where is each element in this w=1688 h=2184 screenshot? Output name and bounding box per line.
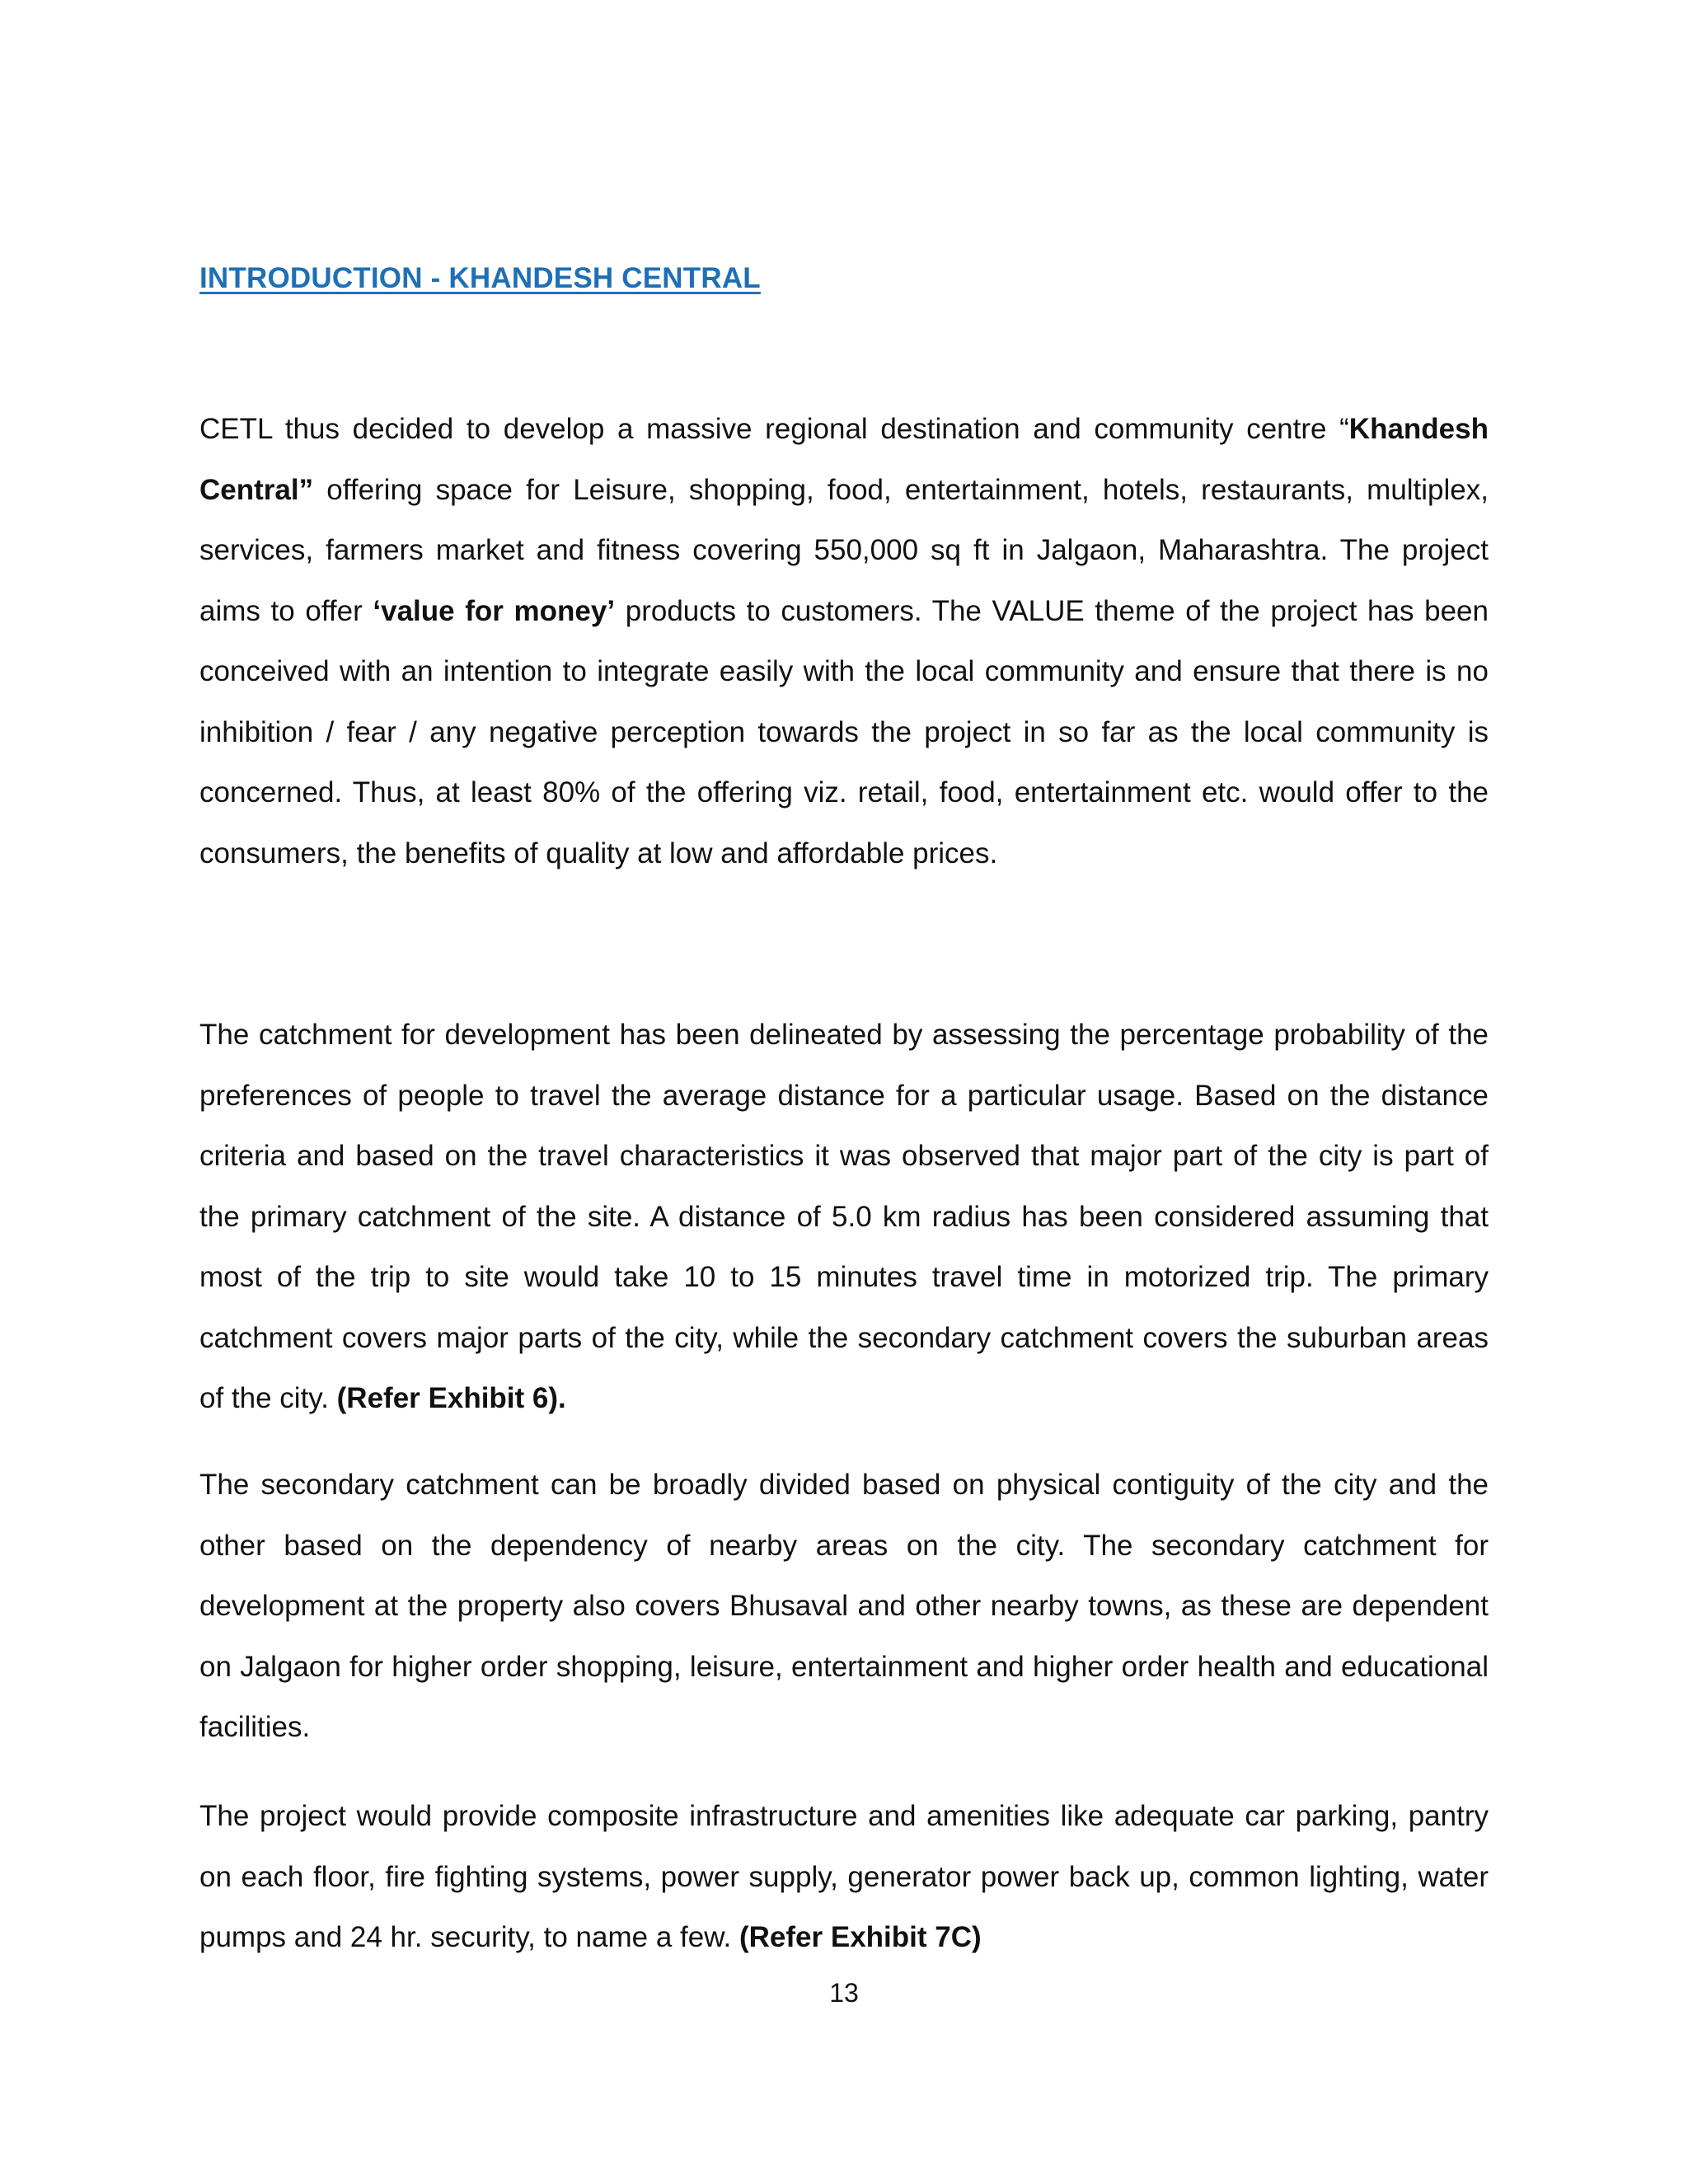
paragraph-introduction bbox=[199, 399, 1489, 883]
section-heading: INTRODUCTION - KHANDESH CENTRAL bbox=[199, 262, 761, 294]
paragraph-text: CETL thus decided to develop a massive regional destination and community centre “ bbox=[199, 413, 1349, 445]
paragraph-secondary-catchment bbox=[199, 1455, 1489, 1758]
paragraph-infrastructure bbox=[199, 1786, 1489, 1968]
bold-text: Khandesh Central” bbox=[199, 413, 1489, 506]
paragraph-catchment bbox=[199, 1005, 1489, 1429]
paragraph-text: The catchment for development has been delineated by assessing the percentage probability of the preferences of people to travel the average distance for a particular usage. Based on the distance criteria and based on the travel characteristics it was observed that major part of the city is part of the primary catchment of the site. A distance of 5.0 km radius has been considered assuming that most of the trip to site would take 10 to 15 minutes travel time in motorized trip. The primary catchment covers major parts of the city, while the secondary catchment covers the suburban areas of the city. bbox=[199, 1019, 1489, 1414]
exhibit-reference: (Refer Exhibit 7C) bbox=[739, 1921, 982, 1953]
page-number: 13 bbox=[829, 1978, 859, 2008]
paragraph-text: The secondary catchment can be broadly divided based on physical contiguity of the city and the other based on the dependency of nearby areas on the city. The secondary catchment for development at the property also covers Bhusaval and other nearby towns, as these are dependent on Jalgaon for higher order shopping, leisure, entertainment and higher order health and educational facilities. bbox=[199, 1469, 1489, 1743]
paragraph-text: The project would provide composite infrastructure and amenities like adequate car parking, pantry on each floor, fire fighting systems, power supply, generator power back up, common lighting, water pumps and 24 hr. security, to name a few. bbox=[199, 1800, 1489, 1953]
paragraph-text: products to customers. The VALUE theme of the project has been conceived with an intention to integrate easily with the local community and ensure that there is no inhibition / fear / any negative perception towards the project in so far as the local community is concerned. Thus, at least 80% of the offering viz. retail, food, entertainment etc. would offer to the consumers, the benefits of quality at low and affordable prices. bbox=[199, 594, 1489, 869]
exhibit-reference: (Refer Exhibit 6). bbox=[336, 1382, 566, 1414]
paragraph-text: offering space for Leisure, shopping, food, entertainment, hotels, restaurants, multiplex, services, farmers market and fitness covering 550,000 sq ft in Jalgaon, Maharashtra. The project aims to offer bbox=[199, 473, 1489, 627]
bold-text: ‘value for money’ bbox=[373, 594, 616, 627]
